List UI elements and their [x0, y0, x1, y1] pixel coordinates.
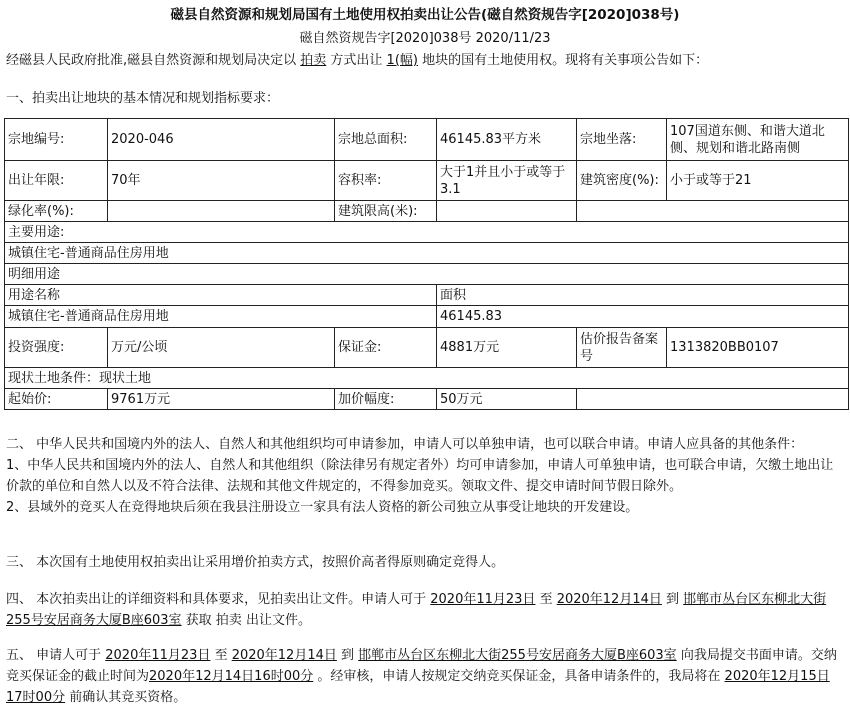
- green-label: 绿化率(%):: [5, 201, 108, 222]
- location-value: 107国道东侧、和谐大道北侧、规划和谐北路南侧: [667, 119, 849, 161]
- table-row: [5, 389, 849, 410]
- detail-use-label: 明细用途: [5, 264, 849, 285]
- parcel-no-value: 2020-046: [108, 119, 335, 161]
- main-use-value: 城镇住宅-普通商品住房用地: [5, 243, 849, 264]
- table-row: [5, 285, 849, 306]
- parcel-no-label: 宗地编号:: [5, 119, 108, 161]
- height-value: [437, 201, 577, 222]
- increment-label: 加价幅度:: [335, 389, 437, 410]
- section5: [6, 645, 846, 708]
- table-row: [5, 368, 849, 389]
- section5-address: 邯郸市丛台区东柳北大街255号安居商务大厦B座603室: [358, 648, 677, 663]
- total-area-label: 宗地总面积:: [335, 119, 437, 161]
- table-row: [5, 161, 849, 201]
- height-label: 建筑限高(米):: [335, 201, 437, 222]
- appraisal-value: 1313820BB0107: [667, 328, 849, 368]
- intro-prefix: 经磁县人民政府批准,磁县自然资源和规划局决定以: [6, 53, 301, 68]
- term-value: 70年: [108, 161, 335, 201]
- location-label: 宗地坐落:: [577, 119, 667, 161]
- section5-text: 向我局提交书面申请。交纳竞买保证金的截止时间为: [6, 648, 837, 684]
- section4-date-to: 2020年12月14日: [556, 592, 662, 607]
- section5-text: 。经审核，申请人按规定交纳竞买保证金，具备申请条件的，我局将在: [313, 669, 725, 684]
- section4: [6, 589, 846, 631]
- far-label: 容积率:: [335, 161, 437, 201]
- deposit-value: 4881万元: [437, 328, 577, 368]
- section5-date-from: 2020年11月23日: [105, 648, 211, 663]
- increment-value: 50万元: [437, 389, 577, 410]
- section5-text: 五、 申请人可于: [6, 648, 106, 663]
- table-row: [5, 328, 849, 368]
- parcel-info-table: [4, 118, 849, 410]
- table-row: [5, 119, 849, 161]
- density-value: 小于或等于21: [667, 161, 849, 201]
- invest-label: 投资强度:: [5, 328, 108, 368]
- intro-middle: 方式出让: [326, 53, 387, 68]
- detail-area-value: 46145.83: [437, 306, 849, 328]
- table-row: [5, 201, 849, 222]
- section1-heading: 一、拍卖出让地块的基本情况和规划指标要求：: [6, 91, 280, 106]
- use-name-header: 用途名称: [5, 285, 437, 306]
- section4-text: 获取 拍卖 出让文件。: [181, 613, 311, 628]
- table-row: [5, 222, 849, 243]
- table-row: [5, 306, 849, 328]
- section2-heading: 二、 中华人民共和国境内外的法人、自然人和其他组织均可申请参加，申请人可以单独申请，也可以联合申请。申请人应具备的其他条件：: [6, 437, 804, 452]
- section5-text: 至: [210, 648, 232, 663]
- section4-text: 到: [661, 592, 684, 607]
- intro-count: 1(幅): [386, 53, 418, 68]
- start-price-label: 起始价:: [5, 389, 108, 410]
- main-use-label: 主要用途:: [5, 222, 849, 243]
- section2: [6, 434, 846, 518]
- section4-text: 至: [535, 592, 557, 607]
- section2-item2: 2、县域外的竞买人在竞得地块后须在我县注册设立一家具有法人资格的新公司独立从事受让地块的开发建设。: [6, 500, 639, 515]
- invest-value: 万元/公顷: [108, 328, 335, 368]
- appraisal-label: 估价报告备案号: [577, 328, 667, 368]
- section5-confirm-time: 2020年12月15日17时00分: [6, 669, 830, 705]
- total-area-value: 46145.83平方米: [437, 119, 577, 161]
- section4-address: 邯郸市丛台区东柳北大街255号安居商务大厦B座603室: [6, 592, 827, 628]
- section5-text: 到: [336, 648, 359, 663]
- empty-cell: [577, 389, 849, 410]
- section2-item1: 1、中华人民共和国境内外的法人、自然人和其他组织（除法律另有规定者外）均可申请参加，申请人可单独申请，也可联合申请，欠缴土地出让价款的单位和自然人以及不符合法律、法规和其他文件规定的，不得参加竞买。领取文件、提交申请时间节假日除外。: [6, 458, 834, 494]
- section4-date-from: 2020年11月23日: [430, 592, 536, 607]
- deposit-label: 保证金:: [335, 328, 437, 368]
- intro-paragraph: [6, 49, 846, 68]
- intro-suffix: 地块的国有土地使用权。现将有关事项公告如下：: [417, 53, 709, 68]
- section5-text: 前确认其竞买资格。: [65, 690, 187, 705]
- empty-cell: [577, 201, 849, 222]
- announcement-number-date: 磁自然资规告字[2020]038号 2020/11/23: [299, 31, 551, 46]
- table-row: [5, 264, 849, 285]
- density-label: 建筑密度(%):: [577, 161, 667, 201]
- intro-method: 拍卖: [300, 53, 327, 68]
- term-label: 出让年限:: [5, 161, 108, 201]
- green-value: [108, 201, 335, 222]
- section3: 三、 本次国有土地使用权拍卖出让采用增价拍卖方式，按照价高者得原则确定竞得人。: [6, 555, 505, 570]
- far-value: 大于1并且小于或等于3.1: [437, 161, 577, 201]
- land-status: 现状土地条件：现状土地: [5, 368, 849, 389]
- start-price-value: 9761万元: [108, 389, 335, 410]
- section4-text: 四、 本次拍卖出让的详细资料和具体要求，见拍卖出让文件。申请人可于: [6, 592, 431, 607]
- section5-date-to: 2020年12月14日: [231, 648, 337, 663]
- table-row: [5, 243, 849, 264]
- area-header: 面积: [437, 285, 849, 306]
- detail-use-value: 城镇住宅-普通商品住房用地: [5, 306, 437, 328]
- page-title: 磁县自然资源和规划局国有土地使用权拍卖出让公告(磁自然资规告字[2020]038号): [170, 7, 680, 23]
- section5-deadline: 2020年12月14日16时00分: [149, 669, 314, 684]
